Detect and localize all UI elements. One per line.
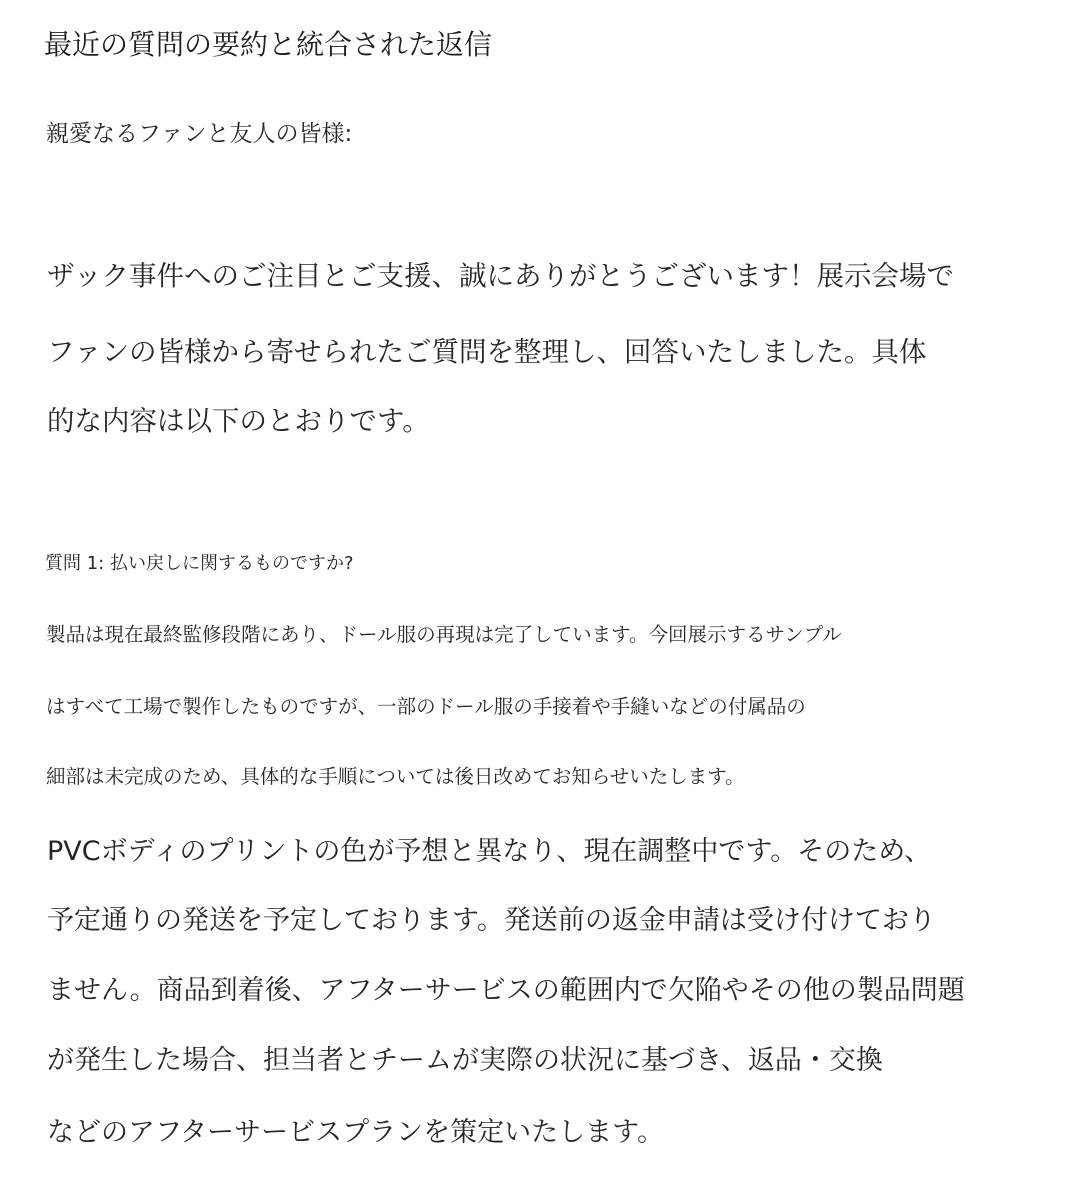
intro-line-3: 的な内容は以下のとおりです。: [47, 405, 430, 437]
answer-large-line-1: PVCボディのプリントの色が予想と異なり、現在調整中です。そのため、: [47, 836, 932, 867]
answer-large-line-5: などのアフターサービスプランを策定いたします。: [47, 1117, 664, 1148]
answer-small-line-1: 製品は現在最終監修段階にあり、ドール服の再現は完了しています。今回展示するサンプル: [46, 623, 842, 646]
answer-large-line-4: が発生した場合、担当者とチームが実際の状況に基づき、返品・交換: [47, 1045, 883, 1076]
answer-large-line-3: ません。商品到着後、アフターサービスの範囲内で欠陥やその他の製品問題: [47, 975, 965, 1006]
intro-line-1: ザック事件へのご注目とご支援、誠にありがとうございます！展示会場で: [47, 260, 954, 292]
answer-small-line-3: 細部は未完成のため、具体的な手順については後日改めてお知らせいたします。: [46, 765, 745, 788]
page-title: 最近の質問の要約と統合された返信: [44, 28, 493, 61]
question-1-heading: 質問 1: 払い戻しに関するものですか?: [45, 553, 354, 574]
answer-large-line-2: 予定通りの発送を予定しております。発送前の返金申請は受け付けており: [47, 905, 936, 936]
greeting: 親愛なるファンと友人の皆様:: [46, 121, 353, 147]
intro-line-2: ファンの皆様から寄せられたご質問を整理し、回答いたしました。具体: [47, 336, 927, 368]
answer-small-line-2: はすべて工場で製作したものですが、一部のドール服の手接着や手縫いなどの付属品の: [46, 695, 806, 718]
